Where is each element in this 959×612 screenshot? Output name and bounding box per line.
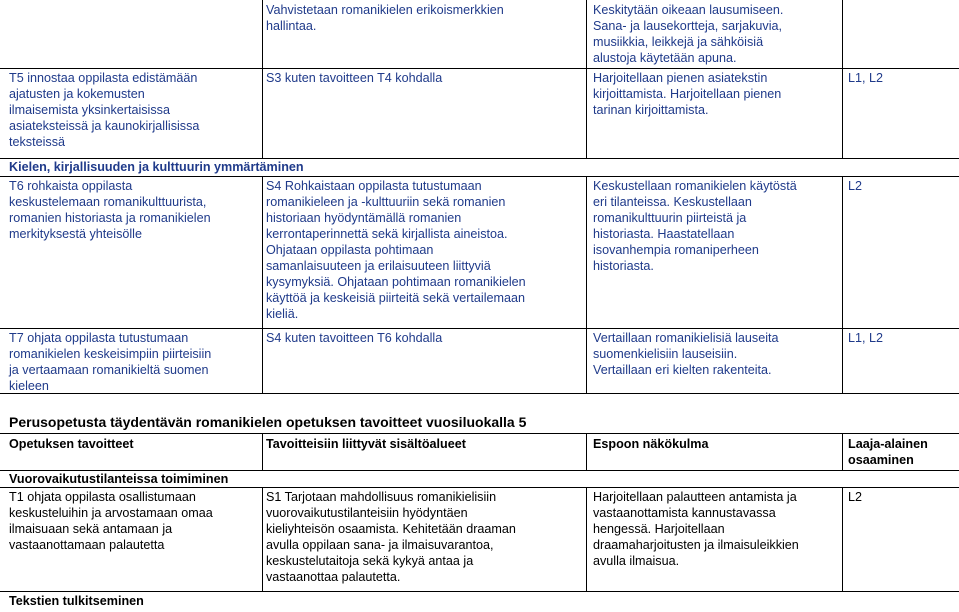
t2-group-text-interpretation: Tekstien tulkitseminen: [9, 594, 144, 608]
t2-col-divider-1b: [262, 487, 263, 591]
t1-row2-content: S4 Rohkaistaan oppilasta tutustumaan romanikieleen ja -kulttuuriin sekä romanien historiaan hyödyntämällä romanien kerrontaperinnettä sekä kirjallista aineistoa. Ohjataan oppilasta pohtimaan samanlaisuuteen ja erilaisuuteen liittyviä kysymyksiä. Ohjataan pohtimaan romanikielen käyttöä ja keskeisiä piirteitä sekä vertailemaan kieliä.: [266, 179, 526, 321]
t1-col-divider-3b: [842, 176, 843, 393]
t2-rule-top: [0, 433, 959, 434]
t2-row1-espoo: Harjoitellaan palautteen antamista ja vastaanottamista kannustavassa hengessä. Harjoitellaan draamaharjoitusten ja ilmaisuleikkien avulla ilmaisua.: [593, 490, 799, 568]
t2-header-content: Tavoitteisiin liittyvät sisältöalueet: [266, 437, 466, 451]
grade5-section-title: Perusopetusta täydentävän romanikielen opetuksen tavoitteet vuosiluokalla 5: [9, 414, 527, 430]
t2-header-goals: Opetuksen tavoitteet: [9, 437, 134, 451]
t1-col-divider-1: [262, 0, 263, 158]
t1-col-divider-1b: [262, 176, 263, 393]
t2-header-espoo: Espoon näkökulma: [593, 437, 709, 451]
t2-row1-goal: T1 ohjata oppilasta osallistumaan keskusteluihin ja arvostamaan omaa ilmaisuaan sekä antamaan ja vastaanottamaan palautetta: [9, 490, 213, 552]
t1-row2-espoo: Keskustellaan romanikielen käytöstä eri tilanteissa. Keskustellaan romanikulttuurin piirteistä ja historiasta. Haastatellaan isovanhempia romaniperheen historiasta.: [593, 179, 797, 273]
t1-row2-competence: L2: [848, 179, 863, 193]
t2-col-divider-2: [586, 433, 587, 470]
t1-row3-goal: T7 ohjata oppilasta tutustumaan romanikielen keskeisimpiin piirteisiin ja vertaamaan romanikieltä suomen kieleen: [9, 331, 212, 393]
t1-col-divider-2b: [586, 176, 587, 393]
t1-row2-goal: T6 rohkaista oppilasta keskustelemaan romanikulttuurista, romanien historiasta ja romanikielen merkityksestä yhteisölle: [9, 179, 211, 241]
t1-rule-4: [0, 328, 959, 329]
t2-rule-group1-bottom: [0, 487, 959, 488]
t2-row1-competence: L2: [848, 490, 863, 504]
t2-col-divider-3b: [842, 487, 843, 591]
t1-row1-competence: L1, L2: [848, 71, 884, 85]
t1-row0-espoo: Keskitytään oikeaan lausumiseen. Sana- ja lausekortteja, sarjakuvia, musiikkia, leikkejä ja sähköisiä alustoja käytetään apuna.: [593, 3, 784, 65]
t1-row3-espoo: Vertaillaan romanikielisiä lauseita suomenkielisiin lauseisiin. Vertaillaan eri kielten rakenteita.: [593, 331, 779, 377]
t1-row3-competence: L1, L2: [848, 331, 884, 345]
t1-col-divider-2: [586, 0, 587, 158]
t1-rule-1: [0, 68, 959, 69]
t2-col-divider-3: [842, 433, 843, 470]
t1-rule-3: [0, 176, 959, 177]
t1-row1-goal: T5 innostaa oppilasta edistämään ajatusten ja kokemusten ilmaisemista yksinkertaisissa asiateksteissä ja kaunokirjallisissa teksteissä: [9, 71, 200, 149]
t1-row1-espoo: Harjoitellaan pienen asiatekstin kirjoittamista. Harjoitellaan pienen tarinan kirjoittamista.: [593, 71, 782, 117]
t2-col-divider-2b: [586, 487, 587, 591]
t2-header-competence: Laaja-alainen osaaminen: [848, 437, 928, 467]
t2-group-interaction: Vuorovaikutustilanteissa toimiminen: [9, 472, 229, 486]
t1-row1-content: S3 kuten tavoitteen T4 kohdalla: [266, 71, 443, 85]
t2-col-divider-1: [262, 433, 263, 470]
t1-col-divider-3: [842, 0, 843, 158]
t1-section-header: Kielen, kirjallisuuden ja kulttuurin ymmärtäminen: [9, 160, 304, 174]
t1-row0-content: Vahvistetaan romanikielen erikoismerkkien hallintaa.: [266, 3, 504, 33]
t1-row3-content: S4 kuten tavoitteen T6 kohdalla: [266, 331, 443, 345]
t2-row1-content: S1 Tarjotaan mahdollisuus romanikielisiin vuorovaikutustilanteisiin hyödyntäen kieliyhteisön osaamista. Kehitetään draaman avulla oppilaan sana- ja ilmaisuvarantoa, keskustelutaitoja sekä kykyä antaa ja vastaanottaa palautetta.: [266, 490, 516, 584]
t2-rule-row1-bottom: [0, 591, 959, 592]
